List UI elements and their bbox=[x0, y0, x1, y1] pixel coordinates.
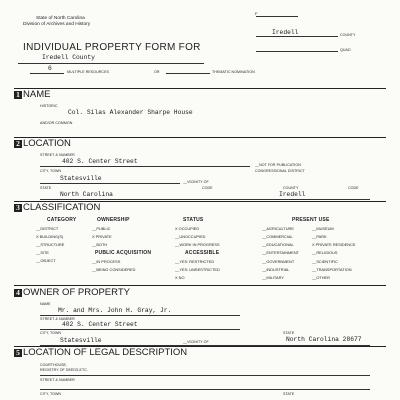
accessible-header: ACCESSIBLE bbox=[185, 250, 220, 256]
legal-state-label: STATE bbox=[283, 392, 295, 396]
street-value: 402 S. Center Street bbox=[62, 158, 138, 165]
code-label-2: CODE bbox=[348, 186, 359, 190]
county-value-2: Iredell bbox=[279, 191, 306, 198]
or-label: OR bbox=[154, 70, 160, 74]
registry-line bbox=[40, 375, 370, 376]
use-other[interactable]: __OTHER bbox=[312, 275, 330, 280]
acquisition-being-considered[interactable]: __BEING CONSIDERED bbox=[92, 267, 136, 272]
use-transportation[interactable]: __TRANSPORTATION bbox=[312, 267, 352, 272]
state-value: North Carolina bbox=[60, 191, 113, 198]
use-private-residence[interactable]: X PRIVATE RESIDENCE bbox=[312, 242, 356, 247]
use-industrial[interactable]: __INDUSTRIAL bbox=[262, 267, 290, 272]
courthouse-label: COURTHOUSE, bbox=[40, 363, 68, 367]
registry-label: REGISTRY OF DEEDS,ETC. bbox=[40, 368, 88, 372]
accessible-restricted[interactable]: __YES: RESTRICTED bbox=[175, 259, 215, 264]
resource-count: 6 bbox=[48, 65, 52, 72]
county-label: COUNTY bbox=[340, 33, 356, 37]
owner-city-label: CITY, TOWN bbox=[40, 331, 62, 335]
street-line bbox=[40, 166, 250, 167]
use-government[interactable]: __GOVERNMENT bbox=[262, 259, 295, 264]
present-use-header: PRESENT USE bbox=[292, 217, 330, 223]
vicinity-label: __VICINITY OF bbox=[183, 180, 209, 184]
section-4-title: OWNER OF PROPERTY bbox=[23, 287, 130, 298]
form-number-line bbox=[256, 16, 298, 17]
street-label: STREET & NUMBER bbox=[40, 153, 75, 157]
section-3-number: 3 bbox=[14, 204, 22, 212]
thematic-line bbox=[166, 73, 210, 74]
county-form-line bbox=[18, 63, 204, 64]
county-label-2: COUNTY bbox=[283, 186, 299, 190]
section-1-rule bbox=[14, 88, 386, 89]
use-commercial[interactable]: __COMMERCIAL bbox=[262, 234, 293, 239]
county-line bbox=[256, 36, 338, 37]
section-2-title: LOCATION bbox=[23, 138, 71, 149]
section-4-rule bbox=[14, 285, 386, 286]
historic-label: HISTORIC bbox=[40, 104, 58, 108]
accessible-unrestricted[interactable]: __YES: UNRESTRICTED bbox=[175, 267, 220, 272]
owner-name-label: NAME bbox=[40, 302, 51, 306]
owner-state-value: North Carolina 28677 bbox=[286, 336, 362, 343]
agency-line-2: Division of Archives and History bbox=[23, 22, 91, 27]
section-4-number: 4 bbox=[14, 289, 22, 297]
section-1-title: NAME bbox=[23, 89, 51, 100]
category-site[interactable]: __SITE bbox=[36, 250, 49, 255]
quad-label: QUAD bbox=[340, 48, 351, 52]
state-label: STATE bbox=[40, 186, 52, 190]
ownership-private[interactable]: X PRIVATE bbox=[92, 234, 112, 239]
status-header: STATUS bbox=[183, 217, 204, 223]
category-building[interactable]: X BUILDING(S) bbox=[36, 234, 64, 239]
owner-street-line bbox=[40, 329, 240, 330]
city-label: CITY, TOWN bbox=[40, 169, 62, 173]
category-structure[interactable]: __STRUCTURE bbox=[36, 242, 65, 247]
section-1-number: 1 bbox=[14, 91, 22, 99]
section-2-number: 2 bbox=[14, 140, 22, 148]
state-line bbox=[40, 199, 370, 200]
quad-line bbox=[256, 51, 338, 52]
use-military[interactable]: __MILITARY bbox=[262, 275, 284, 280]
city-line bbox=[40, 183, 180, 184]
not-for-publication: __NOT FOR PUBLICATION bbox=[255, 163, 301, 167]
public-acquisition-header: PUBLIC ACQUISITION bbox=[95, 250, 152, 256]
use-park[interactable]: __PARK bbox=[312, 234, 327, 239]
owner-name-value: Mr. and Mrs. John H. Gray, Jr. bbox=[58, 307, 172, 314]
resource-count-line bbox=[30, 73, 64, 74]
form-number-mark: F bbox=[255, 11, 258, 16]
owner-city-value: Statesville bbox=[60, 337, 102, 344]
ownership-public[interactable]: __PUBLIC bbox=[92, 226, 111, 231]
agency-line-1: State of North Carolina bbox=[36, 16, 85, 21]
owner-name-line bbox=[40, 315, 240, 316]
accessible-no[interactable]: X NO bbox=[175, 275, 185, 280]
use-museum[interactable]: __MUSEUM bbox=[312, 226, 334, 231]
code-label: CODE bbox=[202, 186, 213, 190]
category-district[interactable]: __DISTRICT bbox=[36, 226, 59, 231]
status-unoccupied[interactable]: __UNOCCUPIED bbox=[175, 234, 206, 239]
status-occupied[interactable]: X OCCUPIED bbox=[175, 226, 200, 231]
use-agriculture[interactable]: __AGRICULTURE bbox=[262, 226, 294, 231]
category-header: CATEGORY bbox=[47, 217, 77, 223]
section-5-title: LOCATION OF LEGAL DESCRIPTION bbox=[23, 347, 188, 358]
historic-value: Col. Silas Alexander Sharpe House bbox=[68, 109, 193, 116]
owner-street-label: STREET & NUMBER bbox=[40, 317, 75, 321]
multiple-resources-label: MULTIPLE RESOURCES bbox=[67, 70, 109, 74]
owner-street-value: 402 S. Center Street bbox=[62, 321, 138, 328]
category-object[interactable]: __OBJECT bbox=[36, 258, 56, 263]
county-form-value: Iredell County bbox=[42, 54, 95, 61]
acquisition-in-process[interactable]: __IN PROCESS bbox=[92, 259, 121, 264]
thematic-nomination-label: THEMATIC NOMINATION bbox=[212, 70, 255, 74]
use-entertainment[interactable]: __ENTERTAINMENT bbox=[262, 250, 300, 255]
use-scientific[interactable]: __SCIENTIFIC bbox=[312, 259, 338, 264]
form-title: INDIVIDUAL PROPERTY FORM FOR bbox=[23, 42, 201, 53]
use-religious[interactable]: __RELIGIOUS bbox=[312, 250, 338, 255]
status-work-in-progress[interactable]: __WORK IN PROGRESS bbox=[175, 242, 220, 247]
ownership-header: OWNERSHIP bbox=[97, 217, 130, 223]
congressional-district-label: CONGRESSIONAL DISTRICT bbox=[255, 169, 305, 173]
legal-city-label: CITY, TOWN bbox=[40, 392, 62, 396]
section-5-number: 5 bbox=[14, 349, 22, 357]
owner-vicinity-label: __VICINITY OF bbox=[183, 340, 209, 344]
legal-street-label: STREET & NUMBER bbox=[40, 378, 75, 382]
common-label: AND/OR COMMON bbox=[40, 121, 73, 125]
use-educational[interactable]: __EDUCATIONAL bbox=[262, 242, 294, 247]
ownership-both[interactable]: __BOTH bbox=[92, 242, 108, 247]
section-3-title: CLASSIFICATION bbox=[23, 202, 101, 213]
city-value: Statesville bbox=[60, 175, 102, 182]
county-value: Iredell bbox=[272, 29, 299, 36]
legal-street-line bbox=[40, 389, 370, 390]
owner-state-label: STATE bbox=[283, 331, 295, 335]
